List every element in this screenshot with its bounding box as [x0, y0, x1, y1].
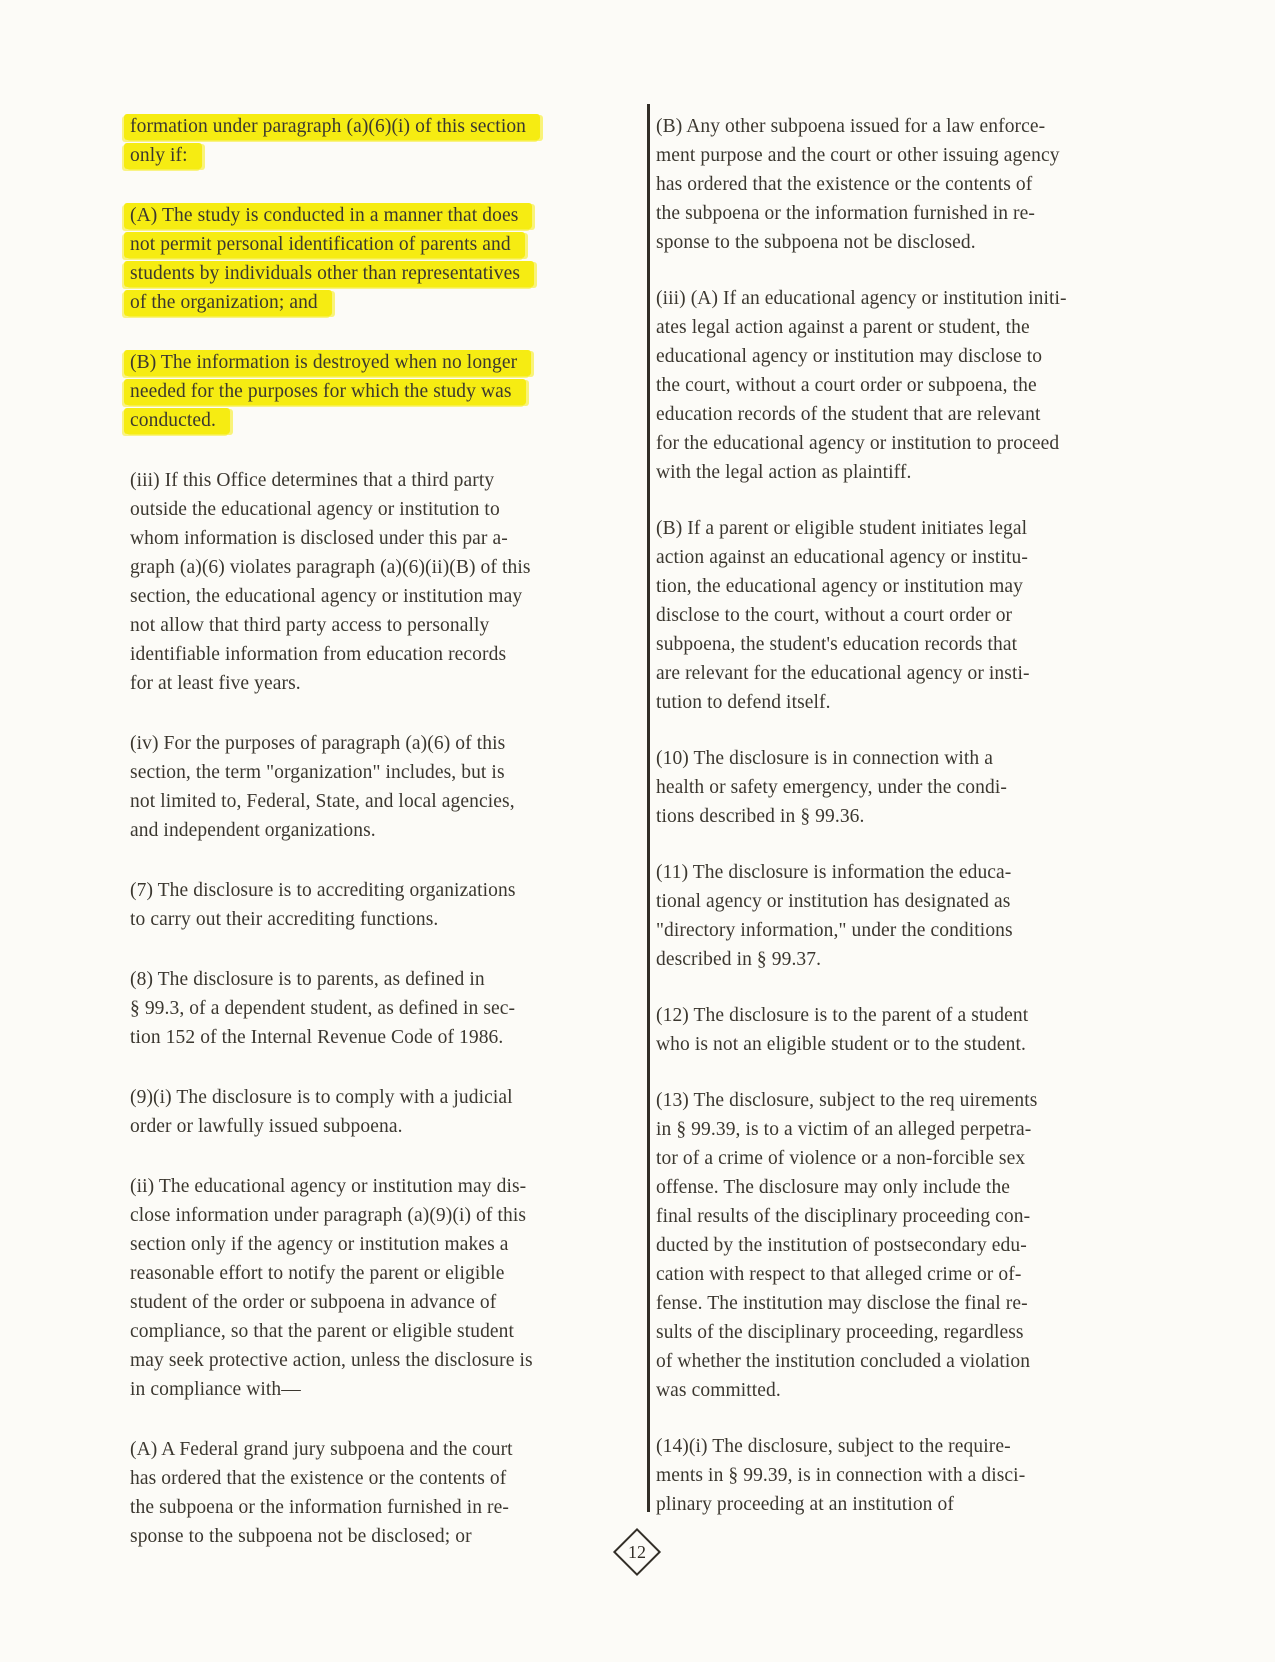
text-line: student of the order or subpoena in advance of [130, 1292, 497, 1313]
paragraph [130, 348, 635, 435]
text-line [130, 201, 635, 230]
paragraph [130, 876, 635, 934]
text-line: reasonable effort to notify the parent or eligible [130, 1263, 505, 1284]
text-line [130, 406, 635, 435]
text-line [130, 230, 635, 259]
text-line: ments in § 99.39, is in connection with a disci- [656, 1465, 1026, 1486]
highlight-mark: formation under paragraph (a)(6)(i) of this section [124, 114, 540, 140]
text-line: tion, the educational agency or institution may [656, 576, 1023, 597]
text-line: section, the educational agency or institution may [130, 586, 523, 607]
text-line: in compliance with— [130, 1379, 301, 1400]
text-line: who is not an eligible student or to the student. [656, 1034, 1026, 1055]
text-line: education records of the student that are relevant [656, 404, 1041, 425]
paragraph [656, 514, 1161, 717]
text-line: § 99.3, of a dependent student, as defined in sec- [130, 998, 516, 1019]
paragraph [130, 112, 635, 170]
text-line: and independent organizations. [130, 820, 376, 841]
text-line: not allow that third party access to personally [130, 615, 490, 636]
text-line: tution to defend itself. [656, 692, 831, 713]
text-line: (14)(i) The disclosure, subject to the require- [656, 1436, 1011, 1457]
text-line: section only if the agency or institution makes a [130, 1234, 509, 1255]
highlight-mark: students by individuals other than representatives [124, 261, 534, 287]
text-line: final results of the disciplinary proceeding con- [656, 1206, 1031, 1227]
text-line: disclose to the court, without a court order or [656, 605, 1013, 626]
paragraph [130, 1172, 635, 1404]
text-line [130, 288, 635, 317]
text-line: ducted by the institution of postsecondary edu- [656, 1235, 1027, 1256]
text-line: identifiable information from education records [130, 644, 507, 665]
text-line: action against an educational agency or institu- [656, 547, 1028, 568]
text-line: (iii) If this Office determines that a third party [130, 470, 495, 491]
text-line: tion 152 of the Internal Revenue Code of 1986. [130, 1027, 504, 1048]
text-line: has ordered that the existence or the contents of [130, 1468, 507, 1489]
text-line: whom information is disclosed under this par a- [130, 528, 508, 549]
text-line: (A) A Federal grand jury subpoena and the court [130, 1439, 513, 1460]
paragraph [656, 858, 1161, 974]
text-line: (7) The disclosure is to accrediting organizations [130, 880, 516, 901]
paragraph [656, 1432, 1161, 1519]
paragraph [130, 729, 635, 845]
text-line: for the educational agency or institution to proceed [656, 433, 1060, 454]
text-line: offense. The disclosure may only include the [656, 1177, 1011, 1198]
highlight-mark: conducted. [124, 408, 230, 434]
highlight-mark: not permit personal identification of parents and [124, 232, 525, 258]
text-line: outside the educational agency or institution to [130, 499, 500, 520]
text-line: to carry out their accrediting functions. [130, 909, 439, 930]
text-line: cation with respect to that alleged crime or of- [656, 1264, 1022, 1285]
text-line: (8) The disclosure is to parents, as defined in [130, 969, 485, 990]
text-line: (B) Any other subpoena issued for a law enforce- [656, 116, 1046, 137]
paragraph [130, 965, 635, 1052]
paragraph [130, 466, 635, 698]
paragraph [130, 1435, 635, 1551]
text-line: the subpoena or the information furnished in re- [656, 203, 1035, 224]
text-line [130, 377, 635, 406]
text-line: educational agency or institution may disclose to [656, 346, 1043, 367]
text-line [130, 348, 635, 377]
text-line: tions described in § 99.36. [656, 806, 865, 827]
text-line: compliance, so that the parent or eligible student [130, 1321, 515, 1342]
highlight-mark: of the organization; and [124, 290, 332, 316]
text-line: with the legal action as plaintiff. [656, 462, 912, 483]
highlight-mark: (B) The information is destroyed when no longer [124, 350, 531, 376]
text-line: the court, without a court order or subpoena, the [656, 375, 1037, 396]
text-line: (10) The disclosure is in connection with a [656, 748, 993, 769]
text-line: the subpoena or the information furnished in re- [130, 1497, 509, 1518]
text-line: (ii) The educational agency or institution may dis- [130, 1176, 527, 1197]
text-line: sponse to the subpoena not be disclosed; or [130, 1526, 472, 1547]
text-line: ates legal action against a parent or student, the [656, 317, 1030, 338]
highlight-mark: needed for the purposes for which the study was [124, 379, 526, 405]
text-line: (iii) (A) If an educational agency or institution initi- [656, 288, 1067, 309]
text-line: subpoena, the student's education records that [656, 634, 1018, 655]
text-line: tor of a crime of violence or a non-forcible sex [656, 1148, 1026, 1169]
text-line: (11) The disclosure is information the educa- [656, 862, 1012, 883]
text-line: in § 99.39, is to a victim of an alleged perpetra- [656, 1119, 1032, 1140]
right-text-column [656, 112, 1161, 1519]
text-line: sults of the disciplinary proceeding, regardless [656, 1322, 1024, 1343]
text-line [130, 112, 635, 141]
text-line: ment purpose and the court or other issuing agency [656, 145, 1060, 166]
text-line: section, the term "organization" includes, but is [130, 762, 505, 783]
paragraph [656, 112, 1161, 257]
text-line: (iv) For the purposes of paragraph (a)(6) of this [130, 733, 506, 754]
text-line: sponse to the subpoena not be disclosed. [656, 232, 976, 253]
text-line: described in § 99.37. [656, 949, 822, 970]
text-line: close information under paragraph (a)(9)(i) of this [130, 1205, 527, 1226]
text-line: are relevant for the educational agency or insti- [656, 663, 1030, 684]
paragraph [130, 1083, 635, 1141]
text-line: (B) If a parent or eligible student initiates legal [656, 518, 1028, 539]
column-divider-rule [647, 104, 650, 1512]
text-line: (13) The disclosure, subject to the req uirements [656, 1090, 1038, 1111]
paragraph [656, 744, 1161, 831]
text-line: may seek protective action, unless the disclosure is [130, 1350, 533, 1371]
text-line: was committed. [656, 1380, 781, 1401]
text-line: fense. The institution may disclose the final re- [656, 1293, 1028, 1314]
highlight-mark: (A) The study is conducted in a manner that does [124, 203, 532, 229]
text-line: (9)(i) The disclosure is to comply with a judicial [130, 1087, 513, 1108]
page-number: 12 [628, 1541, 646, 1562]
paragraph [656, 284, 1161, 487]
highlight-mark: only if: [124, 143, 202, 169]
text-line: (12) The disclosure is to the parent of a student [656, 1005, 1029, 1026]
paragraph [656, 1001, 1161, 1059]
paragraph [130, 201, 635, 317]
paragraph [656, 1086, 1161, 1405]
text-line: graph (a)(6) violates paragraph (a)(6)(ii)(B) of this [130, 557, 531, 578]
text-line: plinary proceeding at an institution of [656, 1494, 954, 1515]
text-line: tional agency or institution has designated as [656, 891, 1011, 912]
text-line: has ordered that the existence or the contents of [656, 174, 1033, 195]
page-number-badge [611, 1526, 663, 1578]
text-line: "directory information," under the conditions [656, 920, 1013, 941]
text-line [130, 259, 635, 288]
text-line [130, 141, 635, 170]
text-line: of whether the institution concluded a violation [656, 1351, 1031, 1372]
text-line: for at least five years. [130, 673, 301, 694]
text-line: health or safety emergency, under the condi- [656, 777, 1007, 798]
text-line: order or lawfully issued subpoena. [130, 1116, 403, 1137]
left-text-column [130, 112, 635, 1582]
text-line: not limited to, Federal, State, and local agencies, [130, 791, 515, 812]
